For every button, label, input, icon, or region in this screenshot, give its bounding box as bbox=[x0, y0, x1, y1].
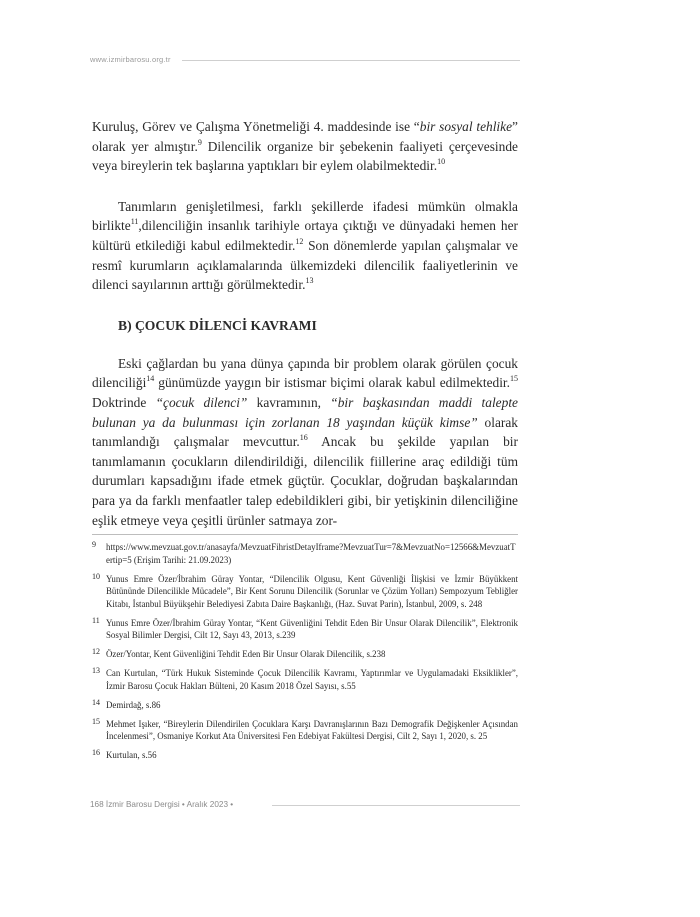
footnote-ref[interactable]: 11 bbox=[130, 217, 139, 227]
footnote bbox=[92, 648, 518, 661]
footnote-ref[interactable]: 9 bbox=[197, 137, 202, 147]
footer-divider bbox=[272, 805, 520, 806]
footnote bbox=[92, 699, 518, 712]
footnote-text: Yunus Emre Özer/İbrahim Güray Yontar, “Dilencilik Olgusu, Kent Güvenliği İlişkisi ve İzmir Büyükkent Bütününde Dilencilikle Mücadele”, Bir Kent Sorunu Dilencilik (Sorunlar ve Çözüm Yolları) Sempozyum Tebliğler Kitabı, İstanbul Büyükşehir Belediyesi Zabıta Daire Başkanlığı, (Haz. Suvat Parin), İstanbul, 2009, s. 248 bbox=[106, 573, 518, 609]
footnote-text: Mehmet Işıker, “Bireylerin Dilendirilen Çocuklara Karşı Davranışlarının Bazı Demografik Değişkenler Açısından İncelenmesi”, Osmaniye Korkut Ata Üniversitesi Fen Edebiyat Fakültesi Dergisi, Cilt 2, Sayı 1, 2020, s. 25 bbox=[106, 718, 518, 742]
paragraph-3: Eski çağlardan bu yana dünya çapında bir problem olarak görülen çocuk dilenciliği$^{14}$ günümüzde yaygın bir istismar biçimi olarak kabul edilmektedir.$^{15}$ Doktrinde “çocuk dilenci” kavramının, “bir başkasından maddi talepte bulunan ya da bulunması için zorlanan 18 yaşından küçük kimse” olarak tanımlandığı çalışmalar mevcuttur.$^{16}$ Ancak bu şekilde yapılan bir tanımlamanın çocukların dilendirildiği, dilencilik fiillerine araç edildiği tüm durumları kapsadığını ifade etmek güçtür. Çocuklar, doğrudan başkalarından para ya da farklı menfaatler talep edebildikleri gibi, bir yetişkinin dilenciliğine eşlik etmeye veya çeşitli ürünler satmaya zor- bbox=[92, 355, 518, 528]
footnote-ref[interactable]: 14 bbox=[146, 374, 155, 384]
paragraph-2: Tanımların genişletilmesi, farklı şekillerde ifadesi mümkün olmakla birlikte$^{11}$,dilenciliğin insanlık tarihiyle ortaya çıktığı ve dünyadaki hemen her kültürü etkilediği kabul edilmektedir.$^{12}$ Son dönemlerde yapılan çalışmalar ve resmî kurumların açıklamalarında ülkemizdeki dilencilik faaliyetlerinin ve dilenci sayılarının arttığı görülmektedir.$^{13}$ bbox=[92, 198, 518, 293]
page-footer: 168 İzmir Barosu Dergisi • Aralık 2023 • bbox=[90, 800, 234, 809]
footnote-link[interactable]: https://www.mevzuat.gov.tr/anasayfa/MevzuatFihristDetayIframe?MevzuatTur=7&MevzuatNo=12566&MevzuatTertip=5 (Erişim Tarihi: 21.09.2023) bbox=[106, 542, 516, 565]
footnote-number: 12 bbox=[92, 647, 100, 657]
header-url: www.izmirbarosu.org.tr bbox=[90, 55, 171, 64]
paragraph-1: Kuruluş, Görev ve Çalışma Yönetmeliği 4. maddesinde ise “bir sosyal tehlike” olarak yer almıştır.$^9$ Dilencilik organize bir şebekenin faaliyeti çerçevesinde veya bireylerin tek başlarına yaptıkları bir eylem olabilmektedir.$^{10}$ bbox=[92, 119, 518, 174]
footnote-number: 15 bbox=[92, 716, 100, 726]
footnote-ref[interactable]: 13 bbox=[305, 276, 314, 286]
footnote-ref[interactable]: 16 bbox=[299, 433, 308, 443]
footnote-number: 16 bbox=[92, 748, 100, 758]
footnote-separator bbox=[92, 534, 518, 535]
footnote-number: 9 bbox=[92, 540, 96, 549]
footnote-number: 11 bbox=[92, 615, 100, 625]
footnote-text: Özer/Yontar, Kent Güvenliğini Tehdit Eden Bir Unsur Olarak Dilencilik, s.238 bbox=[106, 649, 386, 660]
section-heading: B) ÇOCUK DİLENCİ KAVRAMI bbox=[118, 317, 317, 333]
footnotes bbox=[92, 541, 518, 768]
footnote-number: 13 bbox=[92, 666, 100, 676]
footnote bbox=[92, 718, 518, 743]
footnote-ref[interactable]: 10 bbox=[437, 157, 446, 167]
footnote bbox=[92, 667, 518, 692]
footnote-ref[interactable]: 12 bbox=[295, 236, 304, 246]
footnote-text: Demirdağ, s.86 bbox=[106, 699, 161, 710]
footnote-text: Yunus Emre Özer/İbrahim Güray Yontar, “Kent Güvenliğini Tehdit Eden Bir Unsur Olarak Dilencilik”, Elektronik Sosyal Bilimler Dergisi, Cilt 12, Sayı 43, 2013, s.239 bbox=[106, 617, 518, 641]
footnote-text: Can Kurtulan, “Türk Hukuk Sisteminde Çocuk Dilencilik Kavramı, Yaptırımlar ve Uygulamadaki Eksiklikler”, İzmir Barosu Çocuk Hakları Bülteni, 20 Kasım 2018 Özel Sayısı, s.55 bbox=[106, 668, 518, 691]
footnote bbox=[92, 573, 518, 611]
main-text bbox=[92, 117, 518, 530]
footnote-number: 14 bbox=[92, 697, 100, 707]
footnote bbox=[92, 617, 518, 642]
footnote-number: 10 bbox=[92, 571, 100, 581]
footnote-ref[interactable]: 15 bbox=[510, 374, 518, 384]
footnote bbox=[92, 541, 518, 566]
footnote bbox=[92, 749, 518, 762]
header-divider bbox=[182, 60, 520, 61]
footnote-text: Kurtulan, s.56 bbox=[106, 750, 157, 761]
